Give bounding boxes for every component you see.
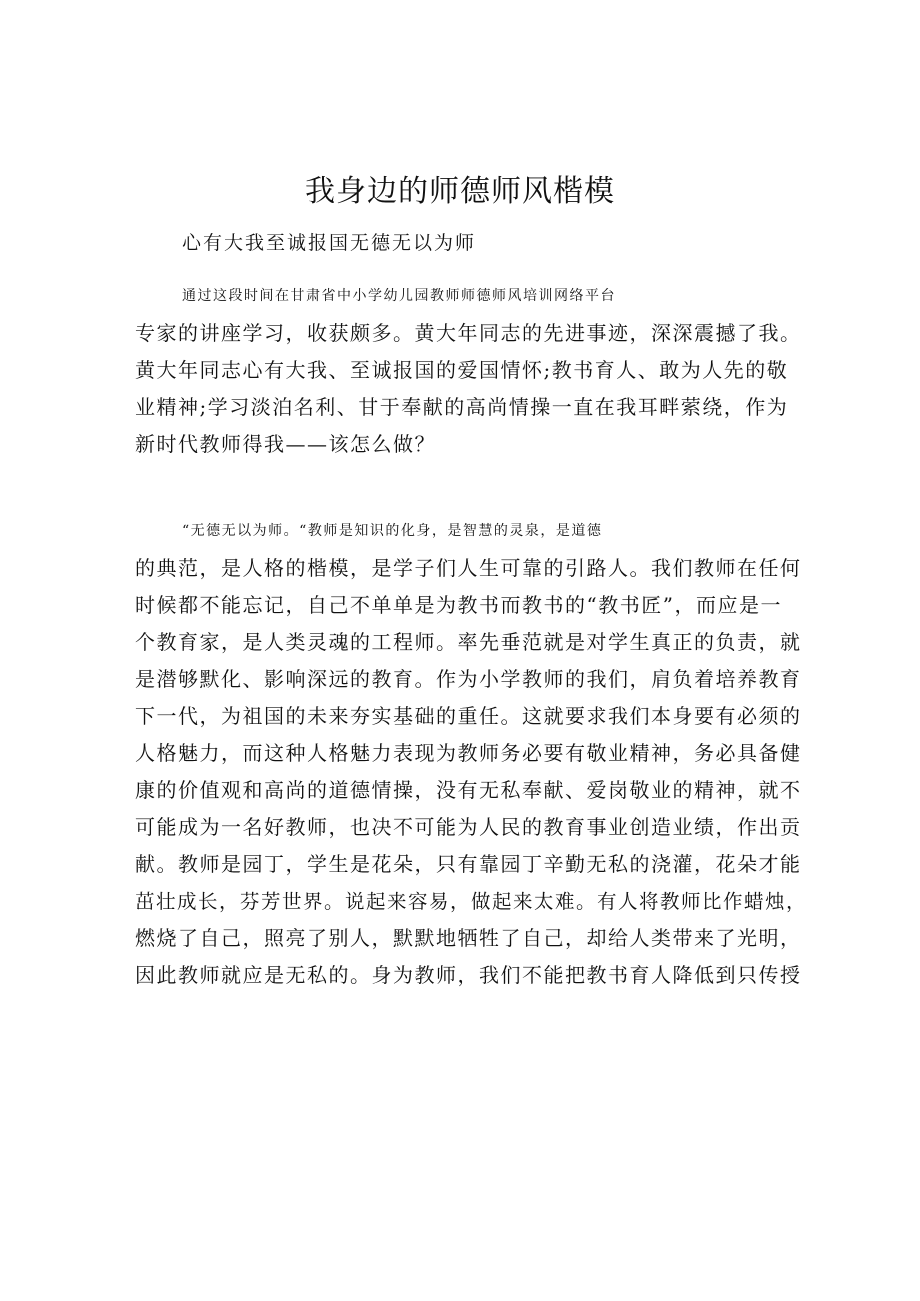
paragraph-2 [135,513,815,994]
paragraph-line: 时候都不能忘记，自己不单单是为教书而教书的“教书匠”，而应是一 [135,593,782,617]
paragraph-1 [135,278,815,463]
paragraph-line: 茁壮成长，芬芳世界。说起来容易，做起来太难。有人将教师比作蜡烛， [135,890,808,913]
paragraph-line: 的典范，是人格的楷模，是学子们人生可靠的引路人。我们教师在任何 [135,556,802,580]
paragraph-line: “无德无以为师。“教师是知识的化身，是智慧的灵泉，是道德 [182,523,603,539]
paragraph-line: 可能成为一名好教师，也决不可能为人民的教育事业创造业绩，作出贡 [135,815,802,839]
paragraph-line: 黄大年同志心有大我、至诚报国的爱国情怀;教书育人、敢为人先的敬 [135,358,789,382]
paragraph-line: 专家的讲座学习，收获颇多。黄大年同志的先进事迹，深深震撼了我。 [135,321,802,345]
paragraph-line: 个教育家，是人类灵魂的工程师。率先垂范就是对学生真正的负责，就 [135,630,802,654]
paragraph-line: 新时代教师得我——该怎么做？ [135,432,436,456]
paragraph-line: 通过这段时间在甘肃省中小学幼儿园教师师德师风培训网络平台 [182,288,616,304]
paragraph-line: 康的价值观和高尚的道德情操，没有无私奉献、爱岗敬业的精神，就不 [135,778,802,802]
document-title: 我身边的师德师风楷模 [305,174,615,209]
paragraph-line: 人格魅力，而这种人格魅力表现为教师务必要有敬业精神，务必具备健 [135,741,802,765]
paragraph-line: 献。教师是园丁，学生是花朵，只有靠园丁辛勤无私的浇灌，花朵才能 [135,852,802,876]
paragraph-line: 燃烧了自己，照亮了别人，默默地牺牲了自己，却给人类带来了光明， [135,926,802,950]
paragraph-line: 业精神;学习淡泊名利、甘于奉献的高尚情操一直在我耳畔萦绕，作为 [135,395,789,419]
document-subtitle: 心有大我至诚报国无德无以为师 [182,232,477,254]
paragraph-line: 因此教师就应是无私的。身为教师，我们不能把教书育人降低到只传授 [135,963,802,987]
paragraph-line: 是潜够默化、影响深远的教育。作为小学教师的我们，肩负着培养教育 [135,667,802,691]
paragraph-line: 下一代，为祖国的未来夯实基础的重任。这就要求我们本身要有必须的 [135,704,802,728]
